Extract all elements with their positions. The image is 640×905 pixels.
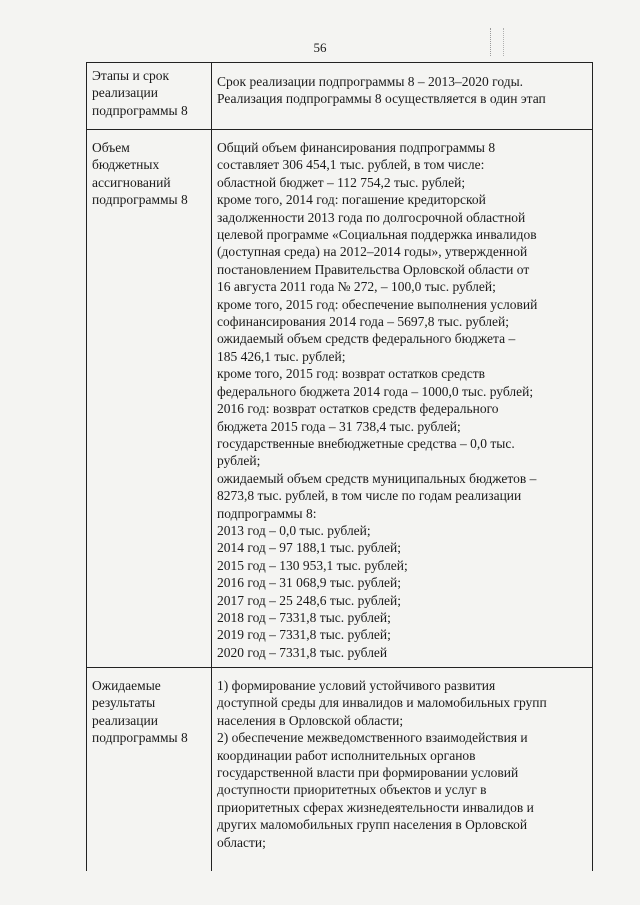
value-line: 2017 год – 25 248,6 тыс. рублей; bbox=[217, 592, 402, 608]
value-line: 2014 год – 97 188,1 тыс. рублей; bbox=[217, 540, 402, 556]
value-line: 1) формирование условий устойчивого развития bbox=[217, 678, 496, 693]
value-line: доступной среды для инвалидов и маломобильных групп bbox=[217, 695, 547, 711]
value-line: области; bbox=[217, 834, 266, 850]
value-line: рублей; bbox=[217, 453, 261, 469]
value-line: ожидаемый объем средств муниципальных бюджетов – bbox=[217, 470, 537, 486]
row-value-stages bbox=[212, 63, 593, 130]
value-line: 2015 год – 130 953,1 тыс. рублей; bbox=[217, 557, 408, 573]
row-label-results bbox=[87, 668, 212, 872]
value-line: кроме того, 2015 год: возврат остатков средств bbox=[217, 366, 485, 382]
value-line: других маломобильных групп населения в Орловской bbox=[217, 817, 528, 833]
value-line: населения в Орловской области; bbox=[217, 712, 404, 728]
row-label-stages bbox=[87, 63, 212, 130]
label-line: подпрограммы 8 bbox=[92, 102, 188, 118]
page-number: 56 bbox=[313, 40, 327, 55]
value-line: составляет 306 454,1 тыс. рублей, в том числе: bbox=[217, 157, 485, 173]
value-line: 2019 год – 7331,8 тыс. рублей; bbox=[217, 627, 391, 643]
value-line: целевой программе «Социальная поддержка инвалидов bbox=[217, 227, 537, 243]
row-value-budget bbox=[212, 130, 593, 668]
value-line: 2016 год – 31 068,9 тыс. рублей; bbox=[217, 575, 402, 591]
value-line: приоритетных сферах жизнедеятельности инвалидов и bbox=[217, 799, 534, 815]
label-line: Ожидаемые bbox=[92, 678, 161, 693]
label-line: подпрограммы 8 bbox=[92, 730, 188, 746]
label-line: реализации bbox=[92, 85, 158, 101]
value-line: Общий объем финансирования подпрограммы 8 bbox=[217, 140, 496, 155]
table-row-stages bbox=[87, 63, 593, 130]
label-line: бюджетных bbox=[92, 157, 160, 173]
value-line: бюджета 2015 года – 31 738,4 тыс. рублей; bbox=[217, 418, 461, 434]
value-line: координации работ исполнительных органов bbox=[217, 747, 476, 763]
value-line: 2016 год: возврат остатков средств федерального bbox=[217, 401, 499, 417]
value-line: 8273,8 тыс. рублей, в том числе по годам реализации bbox=[217, 488, 522, 504]
table-row-results bbox=[87, 668, 593, 872]
value-line: государственные внебюджетные средства – 0,0 тыс. bbox=[217, 435, 515, 451]
label-line: подпрограммы 8 bbox=[92, 192, 188, 208]
value-line: 2013 год – 0,0 тыс. рублей; bbox=[217, 522, 371, 538]
label-line: Объем bbox=[92, 140, 130, 155]
label-line: ассигнований bbox=[92, 174, 171, 190]
value-line: ожидаемый объем средств федерального бюджета – bbox=[217, 331, 516, 347]
value-line: доступности приоритетных объектов и услуг в bbox=[217, 782, 487, 798]
value-line: кроме того, 2015 год: обеспечение выполнения условий bbox=[217, 296, 538, 312]
value-line: федерального бюджета 2014 года – 1000,0 тыс. рублей; bbox=[217, 383, 534, 399]
value-line: софинансирования 2014 года – 5697,8 тыс. рублей; bbox=[217, 314, 509, 330]
value-line: Срок реализации подпрограммы 8 – 2013–2020 годы. bbox=[217, 74, 524, 89]
row-value-results bbox=[212, 668, 593, 872]
value-line: задолженности 2013 года по долгосрочной областной bbox=[217, 209, 526, 225]
value-line: 2020 год – 7331,8 тыс. рублей bbox=[217, 644, 388, 660]
value-line: 2) обеспечение межведомственного взаимодействия и bbox=[217, 730, 528, 746]
value-line: 16 августа 2011 года № 272, – 100,0 тыс. рублей; bbox=[217, 279, 496, 295]
value-line: постановлением Правительства Орловской области от bbox=[217, 261, 530, 277]
value-line: государственной власти при формировании условий bbox=[217, 765, 519, 781]
value-line: 2018 год – 7331,8 тыс. рублей; bbox=[217, 609, 391, 625]
value-line: Реализация подпрограммы 8 осуществляется в один этап bbox=[217, 91, 546, 107]
value-line: 185 426,1 тыс. рублей; bbox=[217, 348, 346, 364]
table-row-budget bbox=[87, 130, 593, 668]
value-line: (доступная среда) на 2012–2014 годы», утвержденной bbox=[217, 244, 528, 260]
label-line: реализации bbox=[92, 712, 158, 728]
label-line: результаты bbox=[92, 695, 156, 711]
row-label-budget bbox=[87, 130, 212, 668]
scan-artifact bbox=[490, 28, 504, 56]
value-line: кроме того, 2014 год: погашение кредиторской bbox=[217, 192, 486, 208]
value-line: областной бюджет – 112 754,2 тыс. рублей; bbox=[217, 174, 466, 190]
value-line: подпрограммы 8: bbox=[217, 505, 317, 521]
label-line: Этапы и срок bbox=[92, 68, 170, 83]
subprogram-passport-table bbox=[86, 62, 593, 871]
